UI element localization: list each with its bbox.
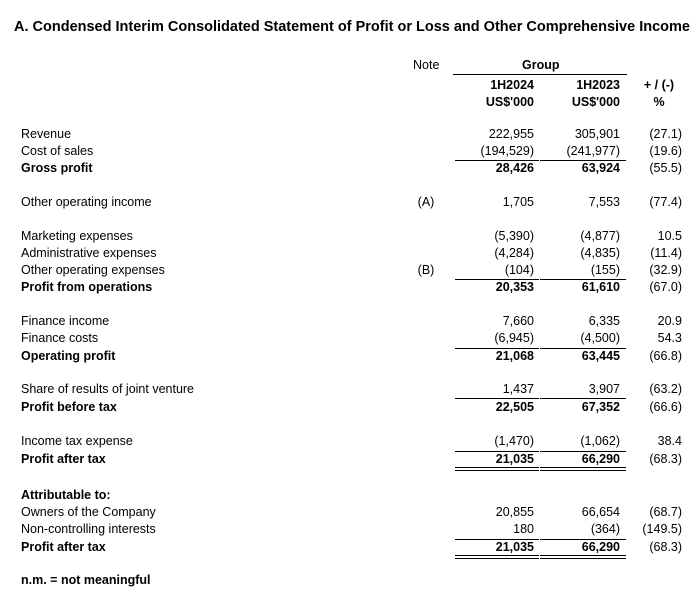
col3-unit: % [653, 95, 665, 109]
row-change-pct: (67.0) [649, 280, 682, 294]
row-value-1h2023: 6,335 [588, 314, 620, 328]
row-value-1h2023: (364) [590, 522, 620, 536]
row-label: Other operating expenses [21, 263, 165, 277]
row-change-pct: (68.3) [649, 452, 682, 466]
row-change-pct: (77.4) [649, 195, 682, 209]
row-value-1h2024: 21,035 [495, 452, 534, 466]
footnote: n.m. = not meaningful [21, 573, 151, 587]
rule-cost-of-sales [540, 160, 626, 161]
rule-other-opex [540, 279, 626, 280]
rule-finance-costs [540, 348, 626, 349]
row-label: Profit from operations [21, 280, 153, 294]
row-change-pct: (68.7) [649, 505, 682, 519]
row-value-1h2023: 66,654 [581, 505, 620, 519]
row-value-1h2024: (6,945) [494, 331, 534, 345]
rule-cost-of-sales [455, 160, 539, 161]
row-value-1h2023: (4,500) [580, 331, 620, 345]
rule-income-tax [540, 451, 626, 452]
rule-non-controlling [455, 539, 539, 540]
rule-non-controlling [540, 539, 626, 540]
row-label: Profit after tax [21, 540, 106, 554]
col2-period: 1H2023 [576, 78, 620, 92]
row-label: Finance income [21, 314, 110, 328]
row-change-pct: 10.5 [657, 229, 682, 243]
row-value-1h2023: 63,924 [581, 161, 620, 175]
row-value-1h2023: 66,290 [581, 452, 620, 466]
row-value-1h2023: 3,907 [588, 382, 620, 396]
row-label: Cost of sales [21, 144, 94, 158]
row-change-pct: (68.3) [649, 540, 682, 554]
row-label: Finance costs [21, 331, 99, 345]
row-note: (B) [417, 263, 435, 277]
row-value-1h2024: 1,437 [502, 382, 534, 396]
double-rule-profit-after-tax [540, 467, 626, 471]
row-value-1h2024: (104) [504, 263, 534, 277]
double-rule-attrib-total [540, 555, 626, 559]
row-value-1h2023: 63,445 [581, 349, 620, 363]
row-label: Revenue [21, 127, 72, 141]
row-value-1h2024: (4,284) [494, 246, 534, 260]
row-value-1h2023: (4,835) [580, 246, 620, 260]
row-value-1h2024: 20,353 [495, 280, 534, 294]
row-value-1h2024: (5,390) [494, 229, 534, 243]
row-value-1h2024: 21,068 [495, 349, 534, 363]
statement-title: A. Condensed Interim Consolidated Statement of Profit or Loss and Other Comprehensive Income [14, 19, 690, 35]
row-value-1h2024: 180 [513, 522, 534, 536]
row-change-pct: (55.5) [649, 161, 682, 175]
row-change-pct: (149.5) [642, 522, 682, 536]
row-value-1h2023: 66,290 [581, 540, 620, 554]
row-change-pct: (11.4) [650, 246, 682, 260]
col1-unit: US$'000 [485, 95, 534, 109]
rule-joint-venture [540, 398, 626, 399]
rule-income-tax [455, 451, 539, 452]
group-header-rule [453, 74, 627, 75]
row-value-1h2024: 22,505 [495, 400, 534, 414]
col3-label: + / (-) [643, 78, 675, 92]
row-change-pct: (63.2) [649, 382, 682, 396]
row-value-1h2023: (4,877) [580, 229, 620, 243]
row-value-1h2024: 21,035 [495, 540, 534, 554]
note-header: Note [413, 58, 440, 72]
row-value-1h2023: 67,352 [581, 400, 620, 414]
double-rule-attrib-total [455, 555, 539, 559]
group-header: Group [522, 58, 560, 72]
row-label: Administrative expenses [21, 246, 157, 260]
col2-unit: US$'000 [571, 95, 620, 109]
row-note: (A) [417, 195, 435, 209]
row-label: Income tax expense [21, 434, 133, 448]
row-change-pct: (66.8) [649, 349, 682, 363]
rule-other-opex [455, 279, 539, 280]
row-value-1h2024: 222,955 [488, 127, 534, 141]
row-change-pct: 38.4 [657, 434, 682, 448]
col1-period: 1H2024 [490, 78, 534, 92]
row-change-pct: (19.6) [649, 144, 682, 158]
rule-joint-venture [455, 398, 539, 399]
row-value-1h2023: (1,062) [580, 434, 620, 448]
row-label: Share of results of joint venture [21, 382, 195, 396]
row-label: Profit before tax [21, 400, 117, 414]
double-rule-profit-after-tax [455, 467, 539, 471]
row-change-pct: (32.9) [649, 263, 682, 277]
row-value-1h2024: (194,529) [480, 144, 534, 158]
row-value-1h2024: (1,470) [494, 434, 534, 448]
row-label: Attributable to: [21, 488, 111, 502]
rule-finance-costs [455, 348, 539, 349]
row-change-pct: 20.9 [657, 314, 682, 328]
row-value-1h2024: 1,705 [502, 195, 534, 209]
row-label: Profit after tax [21, 452, 106, 466]
row-label: Other operating income [21, 195, 152, 209]
row-value-1h2023: 7,553 [588, 195, 620, 209]
row-label: Operating profit [21, 349, 116, 363]
row-label: Marketing expenses [21, 229, 133, 243]
row-change-pct: (66.6) [649, 400, 682, 414]
row-change-pct: 54.3 [657, 331, 682, 345]
row-value-1h2023: 61,610 [581, 280, 620, 294]
row-value-1h2024: 20,855 [495, 505, 534, 519]
row-change-pct: (27.1) [649, 127, 682, 141]
row-label: Owners of the Company [21, 505, 156, 519]
row-value-1h2023: 305,901 [574, 127, 620, 141]
row-value-1h2024: 7,660 [502, 314, 534, 328]
row-value-1h2023: (155) [590, 263, 620, 277]
row-label: Gross profit [21, 161, 93, 175]
row-label: Non-controlling interests [21, 522, 156, 536]
row-value-1h2024: 28,426 [495, 161, 534, 175]
row-value-1h2023: (241,977) [566, 144, 620, 158]
